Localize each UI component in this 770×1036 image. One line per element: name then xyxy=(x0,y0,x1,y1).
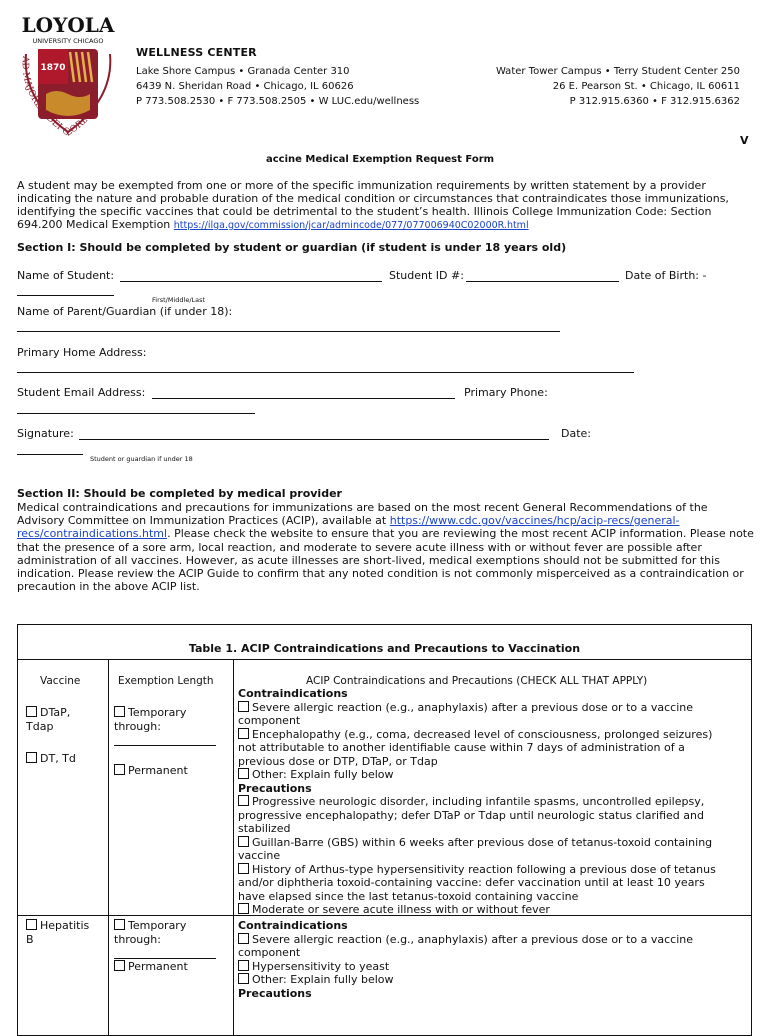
seal-year: 1870 xyxy=(40,63,66,73)
left-address-line1: Lake Shore Campus • Granada Center 310 xyxy=(136,66,350,77)
row2-permanent-option[interactable]: Permanent xyxy=(114,960,188,974)
table-caption: Table 1. ACIP Contraindications and Precautions to Vaccination xyxy=(188,642,581,655)
dob-field[interactable] xyxy=(17,295,114,296)
row1-prec-3[interactable]: History of Arthus-type hypersensitivity reaction following a previous dose of tetanus xyxy=(238,863,746,877)
checkbox xyxy=(238,933,249,944)
row1-prec-2[interactable]: Guillan-Barre (GBS) within 6 weeks after previous dose of tetanus-toxoid containing xyxy=(238,836,746,850)
row1-through-label: through: xyxy=(114,720,161,733)
row1-temporary-option[interactable]: Temporary xyxy=(114,706,186,720)
col-header-acip: ACIP Contraindications and Precautions (CHECK ALL THAT APPLY) xyxy=(306,675,648,687)
row1-contra-1[interactable]: Severe allergic reaction (e.g., anaphylaxis) after a previous dose or to a vaccine xyxy=(238,701,746,715)
checkbox xyxy=(238,973,249,984)
logo-subtitle: UNIVERSITY CHICAGO xyxy=(32,37,104,45)
vaccine-hepb-option[interactable]: Hepatitis xyxy=(26,919,89,933)
row2-contra-1[interactable]: Severe allergic reaction (e.g., anaphylaxis) after a previous dose or to a vaccine xyxy=(238,933,746,947)
row1-contra-other[interactable]: Other: Explain fully below xyxy=(238,768,746,782)
acip-table xyxy=(17,624,752,1036)
checkbox xyxy=(238,903,249,914)
lake-shore-address xyxy=(136,64,419,109)
row2-acip-list: Contraindications Severe allergic reaction (e.g., anaphylaxis) after a previous dose or to a vaccine component Hypersensitivity to yeast Other: Explain fully below Precautions xyxy=(238,919,746,1000)
row2-through-field[interactable] xyxy=(114,958,216,959)
row2-through-label: through: xyxy=(114,933,161,946)
section-2-heading: Section II: Should be completed by medical provider xyxy=(17,487,342,500)
checkbox xyxy=(238,701,249,712)
student-id-label: Student ID #: xyxy=(389,269,464,282)
row1-acip-list: Contraindications Severe allergic reaction (e.g., anaphylaxis) after a previous dose or to a vaccine component Encephalopathy (e.g., coma, decreased level of consciousness, prolonged seizures) not attributable to another identifiable cause within 7 days of administration of a previous dose or DTP, DTaP, or Tdap Other: Explain fully below Precautions Progressive neurologic disorder, including infantile spasms, uncontrolled epilepsy, progressive encephalopathy; defer DTaP or Tdap until neurologic status clarified and stabilized Guillan-Barre (GBS) within 6 weeks after previous dose of tetanus-toxoid containing vaccine History of Arthus-type hypersensitivity reaction following a previous dose of tetanus and/or diphtheria toxoid-containing vaccine: defer vaccination until at least 10 years have elapsed since the last tetanus-toxoid containing vaccine Moderate or severe acute illness with or without fever xyxy=(238,687,746,917)
form-title: accine Medical Exemption Request Form xyxy=(266,154,495,165)
checkbox xyxy=(114,706,125,717)
right-address-line1: Water Tower Campus • Terry Student Center 250 xyxy=(495,66,740,77)
checkbox xyxy=(26,706,37,717)
section-1-heading: Section I: Should be completed by student or guardian (if student is under 18 years old) xyxy=(17,241,567,254)
student-name-field[interactable] xyxy=(120,281,382,282)
row1-contra-2[interactable]: Encephalopathy (e.g., coma, decreased level of consciousness, prolonged seizures) xyxy=(238,728,746,742)
signature-label: Signature: xyxy=(17,427,74,440)
section-2-text-b: . Please check the website to ensure that you are reviewing the most recent ACIP information. Please note that the presence of a sore arm, local reaction, and moderate to severe acute illness with or without fever are possible after administration of all vaccines. However, as acute illnesses are short-lived, medical exemptions should not be submitted for this indication. Please review the ACIP Guide to confirm that any noted condition is not commonly misperceived as a contraindication or precaution in the above ACIP list. xyxy=(17,527,754,594)
vaccine-dtap-label2: Tdap xyxy=(26,720,54,733)
water-tower-address xyxy=(496,64,740,109)
cdc-acip-link[interactable]: https://www.cdc.gov/vaccines/hcp/acip-recs/general-recs/contraindications.html xyxy=(17,514,680,541)
intro-paragraph xyxy=(17,179,757,232)
checkbox xyxy=(238,960,249,971)
row1-permanent-option[interactable]: Permanent xyxy=(114,764,188,778)
row1-prec-1[interactable]: Progressive neurologic disorder, including infantile spasms, uncontrolled epilepsy, xyxy=(238,795,746,809)
student-id-field[interactable] xyxy=(466,281,619,282)
student-name-label: Name of Student: xyxy=(17,269,115,282)
vaccine-dt-option[interactable]: DT, Td xyxy=(26,752,76,766)
row2-contra-2[interactable]: Hypersensitivity to yeast xyxy=(238,960,746,974)
signature-hint: Student or guardian if under 18 xyxy=(90,455,193,463)
checkbox xyxy=(238,863,249,874)
wellness-center-title: WELLNESS CENTER xyxy=(136,46,257,59)
col-header-exemption-length: Exemption Length xyxy=(118,675,214,687)
checkbox xyxy=(238,768,249,779)
row2-contra-other[interactable]: Other: Explain fully below xyxy=(238,973,746,987)
ilga-link[interactable]: https://ilga.gov/commission/jcar/admincode/077/077006940C02000R.html xyxy=(173,220,529,231)
checkbox xyxy=(238,795,249,806)
seal-motto: AD MAJOREM DEI GLORIAM xyxy=(19,55,100,139)
section-2-paragraph xyxy=(17,501,757,593)
address-label: Primary Home Address: xyxy=(17,346,147,359)
checkbox xyxy=(26,752,37,763)
checkbox xyxy=(238,836,249,847)
dob-label: Date of Birth: - xyxy=(625,269,707,282)
left-address-line3: P 773.508.2530 • F 773.508.2505 • W LUC.edu/wellness xyxy=(136,96,420,107)
loyola-seal-logo xyxy=(18,14,118,140)
parent-label: Name of Parent/Guardian (if under 18): xyxy=(17,305,233,318)
right-address-line2: 26 E. Pearson St. • Chicago, IL 60611 xyxy=(552,81,740,92)
date-label: Date: xyxy=(561,427,591,440)
vaccine-hepb-label2: B xyxy=(26,933,34,946)
date-field[interactable] xyxy=(17,454,83,455)
phone-field[interactable] xyxy=(17,413,255,414)
name-hint: First/Middle/Last xyxy=(152,296,206,304)
address-field[interactable] xyxy=(17,372,634,373)
phone-label: Primary Phone: xyxy=(464,386,548,399)
checkbox xyxy=(114,919,125,930)
intro-text: A student may be exempted from one or more of the specific immunization requirements by written statement by a provider indicating the nature and probable duration of the medical condition or circumstances that contraindicates those immunizations, identifying the specific vaccines that could be detrimental to the student’s health. Illinois College Immunization Code: Section 694.200 Medical Exemption xyxy=(17,179,729,231)
email-field[interactable] xyxy=(152,398,455,399)
checkbox xyxy=(114,764,125,775)
row2-temporary-option[interactable]: Temporary xyxy=(114,919,186,933)
vaccine-dtap-option[interactable]: DTaP, xyxy=(26,706,70,720)
checkbox xyxy=(26,919,37,930)
email-label: Student Email Address: xyxy=(17,386,146,399)
row1-through-field[interactable] xyxy=(114,745,216,746)
row1-prec-4[interactable]: Moderate or severe acute illness with or without fever xyxy=(238,903,746,917)
checkbox xyxy=(238,728,249,739)
title-initial: V xyxy=(740,134,749,147)
section-2-text-a: Medical contraindications and precautions for immunizations are based on the most recent General Recommendations of the Advisory Committee on Immunization Practices (ACIP), available at xyxy=(17,501,708,528)
col-header-vaccine: Vaccine xyxy=(40,675,81,687)
parent-field[interactable] xyxy=(17,331,560,332)
checkbox xyxy=(114,960,125,971)
signature-field[interactable] xyxy=(79,439,549,440)
logo-wordmark: LOYOLA xyxy=(21,14,115,37)
right-address-line3: P 312.915.6360 • F 312.915.6362 xyxy=(569,96,740,107)
left-address-line2: 6439 N. Sheridan Road • Chicago, IL 60626 xyxy=(136,81,354,92)
